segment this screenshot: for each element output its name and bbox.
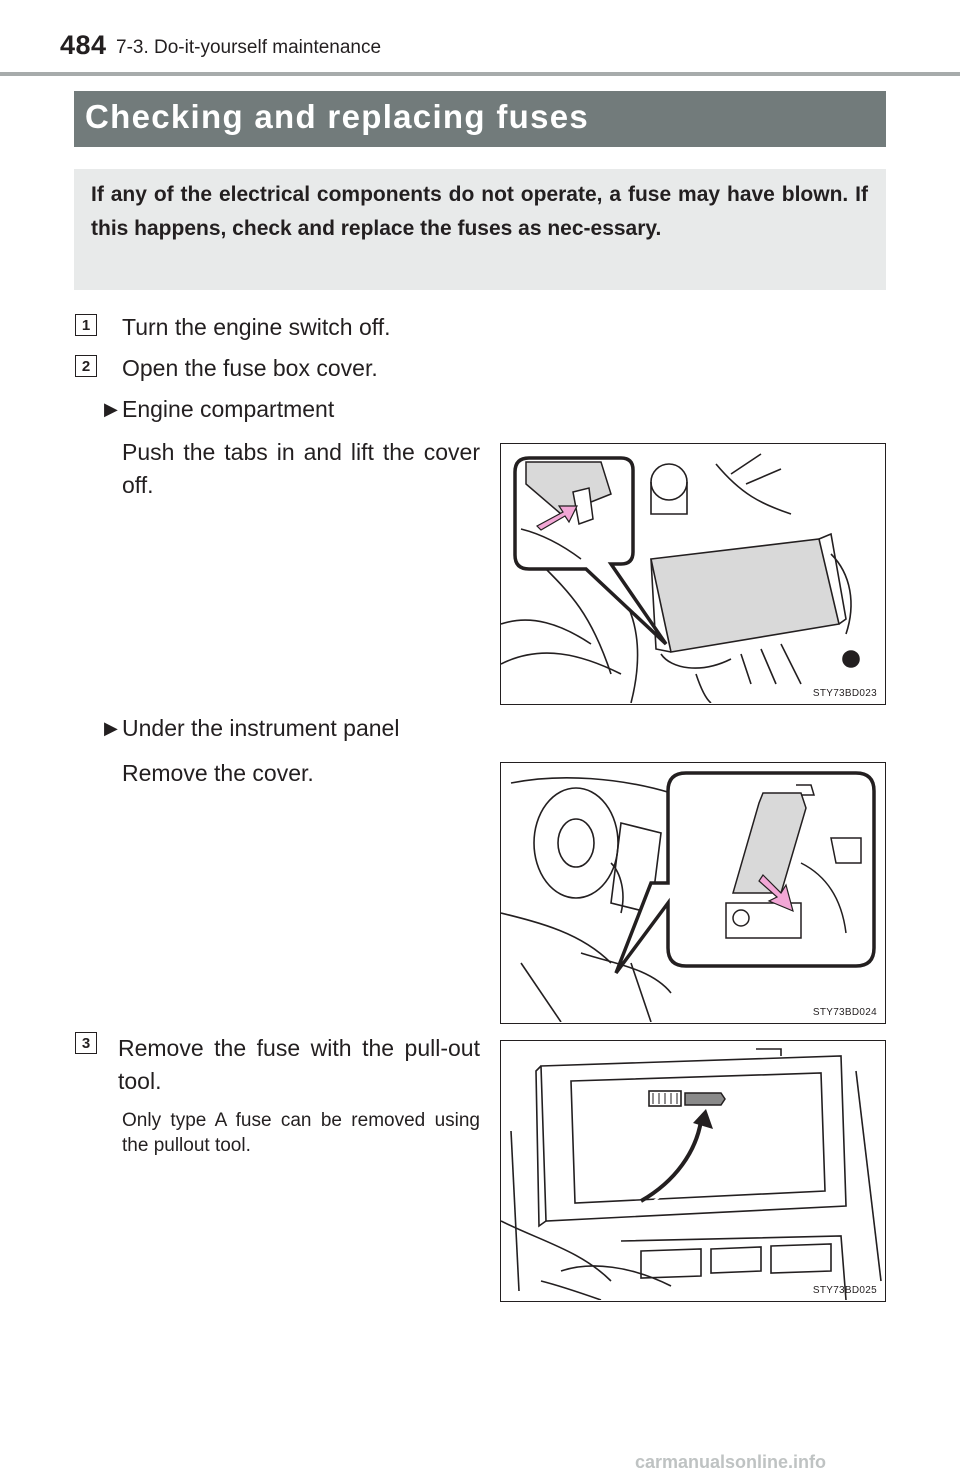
subsection-heading-engine: Engine compartment [122,396,335,422]
step-number-1: 1 [75,314,97,336]
footer-watermark: carmanualsonline.info [635,1452,827,1472]
pullout-tool-illustration [501,1041,884,1300]
step-number-3: 3 [75,1032,97,1054]
subsection-text-engine: Push the tabs in and lift the cover off. [122,439,480,498]
step-number-2: 2 [75,355,97,377]
figure-code-3: STY73BD025 [812,1285,877,1296]
figure-engine-fuse-box [500,443,886,705]
instrument-panel-illustration [501,763,884,1022]
triangle-bullet-icon: ▶ [104,718,118,738]
section-title: 7-3. Do-it-yourself maintenance [116,37,382,58]
page-title: Checking and replacing fuses [85,98,590,135]
figure-pullout-tool [500,1040,886,1302]
subsection-heading-instrument-panel: Under the instrument panel [122,715,400,741]
engine-fuse-box-illustration [501,444,884,703]
figure-instrument-panel-fuse-box [500,762,886,1024]
figure-code-2: STY73BD024 [812,1007,877,1018]
subsection-text-instrument-panel: Remove the cover. [122,760,314,786]
step-text-3: Remove the fuse with the pull-out tool. [118,1035,480,1094]
intro-text: If any of the electrical components do not operate, a fuse may have blown. If this happens, check and replace the fuses as nec-essary. [91,183,868,240]
step-text-2: Open the fuse box cover. [122,355,378,381]
step-text-1: Turn the engine switch off. [122,314,391,340]
figure-code-1: STY73BD023 [812,688,877,699]
page-number: 484 [60,30,107,60]
triangle-bullet-icon: ▶ [104,399,118,419]
header-divider [0,72,960,76]
step-note-3: Only type A fuse can be removed using the pullout tool. [122,1110,480,1156]
